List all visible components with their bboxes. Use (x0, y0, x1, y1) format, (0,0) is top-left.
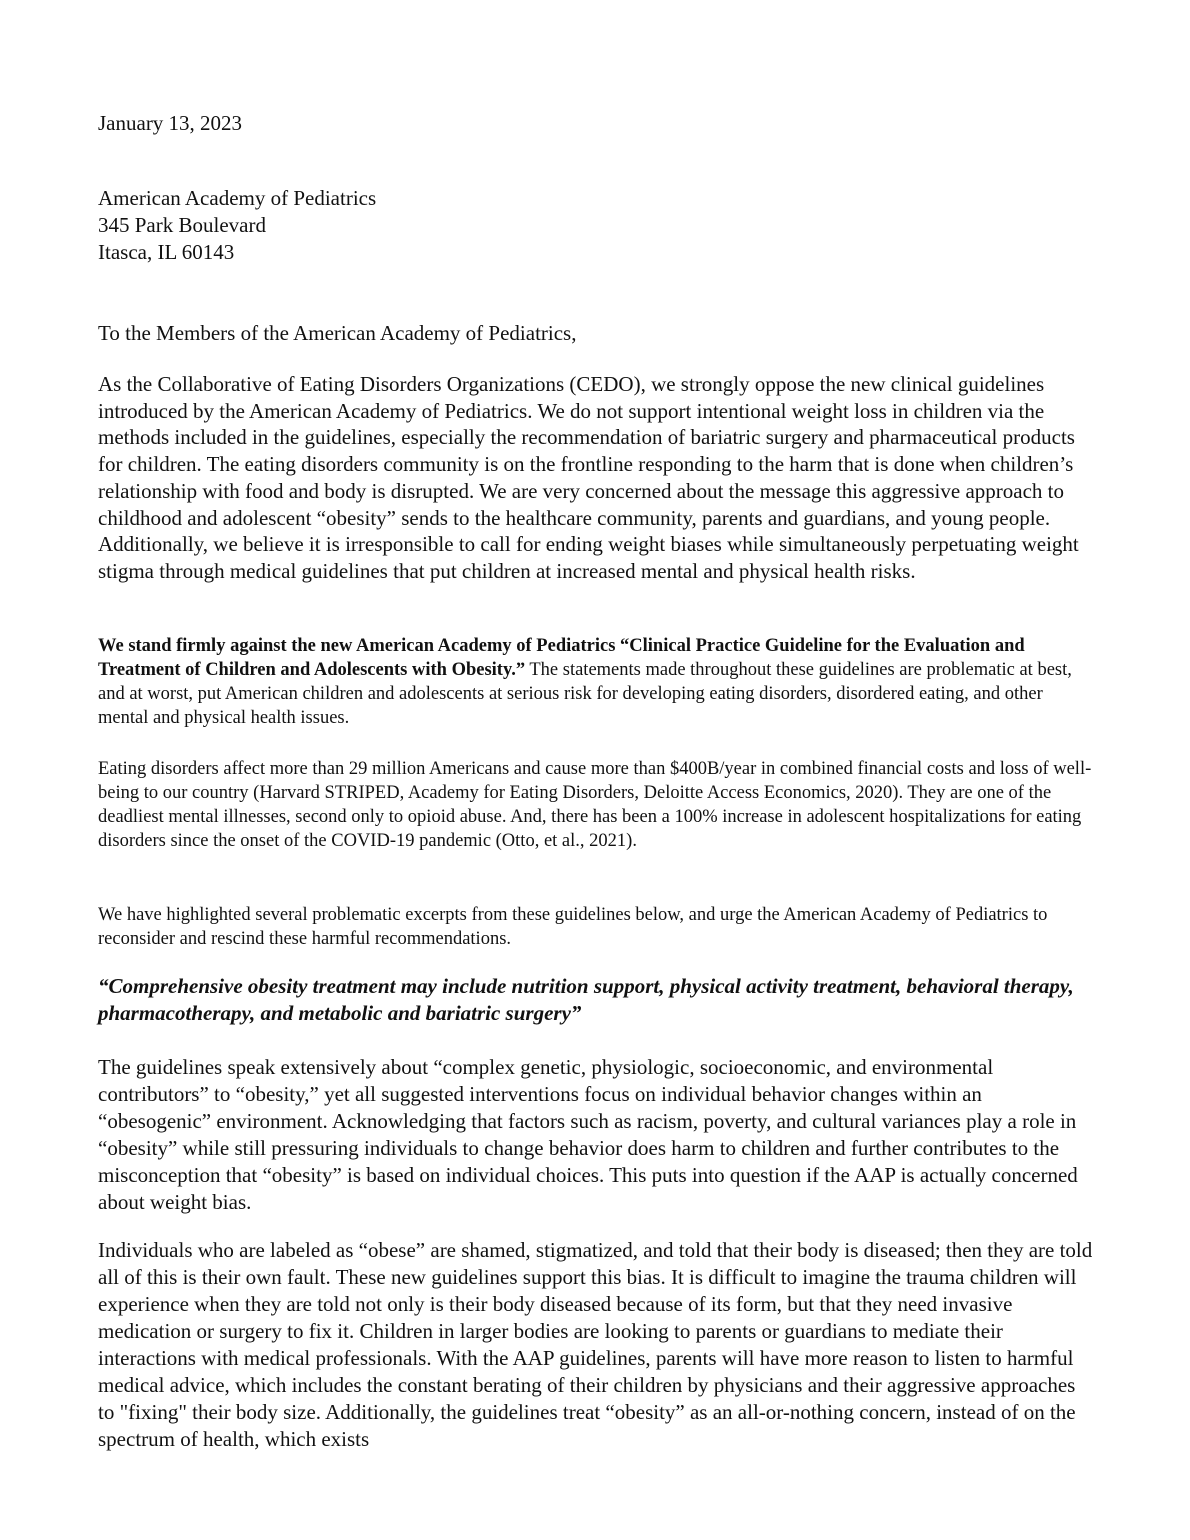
address-line-street: 345 Park Boulevard (98, 213, 266, 237)
paragraph-contributors: The guidelines speak extensively about “complex genetic, physiologic, socioeconomic, and environmental contributors” to “obesity,” yet all suggested interventions focus on individual behavior changes within an “obesogenic” environment. Acknowledging that factors such as racism, poverty, and cultural variances play a role in “obesity” while still pressuring individuals to change behavior does harm to children and further contributes to the misconception that “obesity” is based on individual choices. This puts into question if the AAP is actually concerned about weight bias. (98, 1055, 1078, 1214)
paragraph-stand-against (98, 634, 1088, 730)
paragraph-stand-against-text: The statements made throughout these guidelines are problematic at best, and at worst, put American children and adolescents at serious risk for developing eating disorders, disordered eating, and other mental and physical health issues. (98, 660, 1072, 728)
recipient-address (98, 185, 376, 266)
paragraph-excerpts-intro: We have highlighted several problematic excerpts from these guidelines below, and urge the American Academy of Pediatrics to reconsider and rescind these harmful recommendations. (98, 905, 1048, 949)
paragraph-stigma: Individuals who are labeled as “obese” are shamed, stigmatized, and told that their body is diseased; then they are told all of this is their own fault. These new guidelines support this bias. It is difficult to imagine the trauma children will experience when they are told not only is their body diseased because of its form, but that they need invasive medication or surgery to fix it. Children in larger bodies are looking to parents or guardians to mediate their interactions with medical professionals. With the AAP guidelines, parents will have more reason to listen to harmful medical advice, which includes the constant berating of their children by physicians and their aggressive approaches to "fixing" their body size. Additionally, the guidelines treat “obesity” as an all-or-nothing concern, instead of on the spectrum of health, which exists (98, 1238, 1093, 1451)
salutation: To the Members of the American Academy of Pediatrics, (98, 321, 577, 345)
guideline-quote: “Comprehensive obesity treatment may include nutrition support, physical activity treatment, behavioral therapy, pharmacotherapy, and metabolic and bariatric surgery” (98, 974, 1074, 1025)
address-line-organization: American Academy of Pediatrics (98, 186, 377, 210)
address-line-city: Itasca, IL 60143 (98, 240, 235, 264)
paragraph-opposition: As the Collaborative of Eating Disorders Organizations (CEDO), we strongly oppose the new clinical guidelines introduced by the American Academy of Pediatrics. We do not support intentional weight loss in children via the methods included in the guidelines, especially the recommendation of bariatric surgery and pharmaceutical products for children. The eating disorders community is on the frontline responding to the harm that is done when children’s relationship with food and body is disrupted. We are very concerned about the message this aggressive approach to childhood and adolescent “obesity” sends to the healthcare community, parents and guardians, and young people. Additionally, we believe it is irresponsible to call for ending weight biases while simultaneously perpetuating weight stigma through medical guidelines that put children at increased mental and physical health risks. (98, 372, 1079, 583)
paragraph-statistics: Eating disorders affect more than 29 million Americans and cause more than $400B/year in combined financial costs and loss of well-being to our country (Harvard STRIPED, Academy for Eating Disorders, Deloitte Access Economics, 2020). They are one of the deadliest mental illnesses, second only to opioid abuse. And, there has been a 100% increase in adolescent hospitalizations for eating disorders since the onset of the COVID-19 pandemic (Otto, et al., 2021). (98, 759, 1092, 851)
letter-date: January 13, 2023 (98, 111, 243, 135)
paragraph-stand-against-bold: We stand firmly against the new American Academy of Pediatrics “Clinical Practice Guideline for the Evaluation and Treatment of Children and Adolescents with Obesity.” (98, 636, 1025, 680)
